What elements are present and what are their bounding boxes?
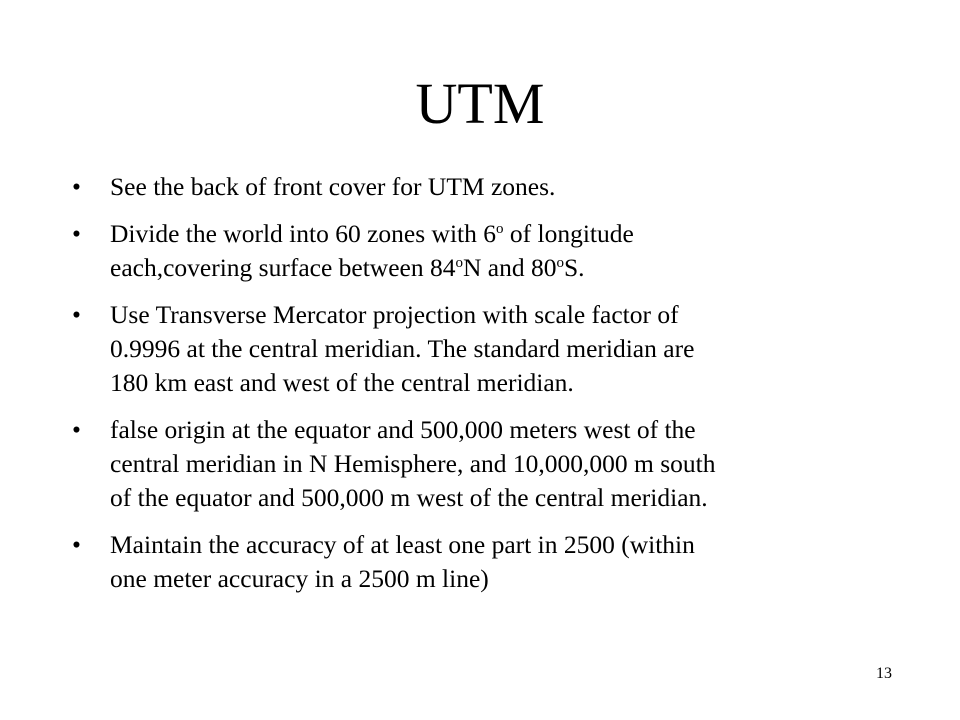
bullet-line: 180 km east and west of the central meridian. bbox=[110, 368, 574, 397]
bullet-item bbox=[72, 217, 892, 285]
bullet-text: each,covering surface between 84 bbox=[110, 253, 456, 282]
bullet-text: N and 80 bbox=[462, 253, 557, 282]
bullet-item bbox=[72, 413, 892, 515]
bullet-text: S. bbox=[563, 253, 585, 282]
bullet-line: one meter accuracy in a 2500 m line) bbox=[110, 564, 489, 593]
bullet-item bbox=[72, 528, 892, 596]
bullet-text: See the back of front cover for UTM zones. bbox=[110, 172, 556, 201]
bullet-text: Divide the world into 60 zones with 6 bbox=[110, 219, 496, 248]
bullet-line: Maintain the accuracy of at least one part in 2500 (within bbox=[110, 530, 695, 559]
bullet-text: of longitude bbox=[503, 219, 634, 248]
bullet-line bbox=[110, 219, 634, 248]
bullet-line: false origin at the equator and 500,000 meters west of the bbox=[110, 415, 696, 444]
bullet-item bbox=[72, 298, 892, 400]
bullet-line: of the equator and 500,000 m west of the central meridian. bbox=[110, 483, 708, 512]
bullet-line: central meridian in N Hemisphere, and 10,000,000 m south bbox=[110, 449, 716, 478]
bullet-line bbox=[110, 253, 585, 282]
page-number: 13 bbox=[876, 665, 892, 682]
degree-superscript: o bbox=[496, 221, 504, 237]
slide-title: UTM bbox=[415, 71, 545, 136]
bullet-line: 0.9996 at the central meridian. The standard meridian are bbox=[110, 334, 695, 363]
bullet-item bbox=[72, 170, 892, 204]
degree-superscript: o bbox=[455, 255, 463, 271]
degree-superscript: o bbox=[556, 255, 564, 271]
bullet-line: Use Transverse Mercator projection with scale factor of bbox=[110, 300, 679, 329]
bullet-list bbox=[72, 170, 892, 596]
